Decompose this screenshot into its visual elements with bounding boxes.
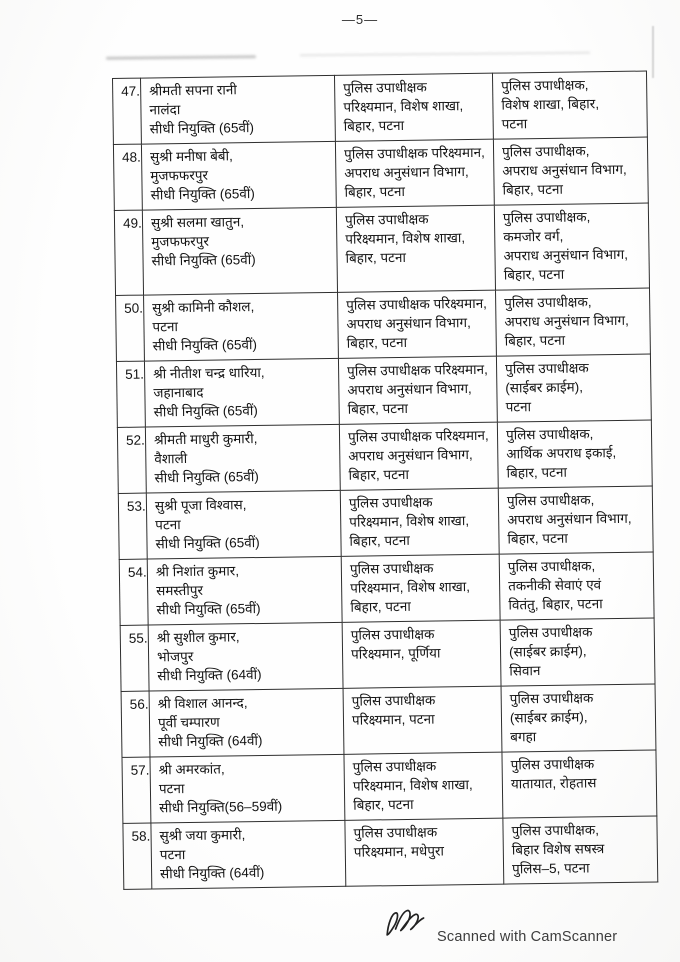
table-row <box>117 420 652 493</box>
serial-cell: 50. <box>116 295 145 361</box>
officer-cell: श्री नीतीश चन्द्र धारिया, जहानाबाद सीधी नियुक्ति (65वीं) <box>144 358 339 427</box>
current-post-cell: पुलिस उपाधीक्षक परिक्ष्यमान, विशेष शाखा, बिहार, पटना <box>340 488 499 556</box>
officer-cell: श्रीमती सपना रानी नालंदा सीधी नियुक्ति (65वीं) <box>141 75 336 144</box>
new-post-cell: पुलिस उपाधीक्षक, विशेष शाखा, बिहार, पटना <box>492 71 647 139</box>
current-post-cell: पुलिस उपाधीक्षक परिक्ष्यमान, पूर्णिया <box>342 620 501 688</box>
table-row <box>120 618 655 691</box>
postings-table <box>112 71 658 890</box>
officer-cell: श्रीमती माधुरी कुमारी, वैशाली सीधी नियुक्ति (65वीं) <box>145 424 340 493</box>
table-row <box>116 354 651 427</box>
current-post-cell: पुलिस उपाधीक्षक परिक्ष्यमान, अपराध अनुसंधान विभाग, बिहार, पटना <box>338 290 497 358</box>
postings-table-body <box>113 71 658 889</box>
new-post-cell: पुलिस उपाधीक्षक, आर्थिक अपराध इकाई, बिहार, पटना <box>497 420 652 488</box>
scan-smudge-artifact <box>300 52 590 57</box>
officer-cell: श्री अमरकांत, पटना सीधी नियुक्ति(56–59वीं) <box>150 754 345 823</box>
table-row <box>113 71 648 144</box>
serial-cell: 58. <box>123 823 152 889</box>
new-post-cell: पुलिस उपाधीक्षक, कमजोर वर्ग, अपराध अनुसंधान विभाग, बिहार, पटना <box>494 203 649 290</box>
officer-cell: सुश्री मनीषा बेबी, मुजफफरपुर सीधी नियुक्ति (65वीं) <box>141 141 336 210</box>
serial-cell: 54. <box>119 559 148 625</box>
officer-cell: श्री निशांत कुमार, समस्तीपुर सीधी नियुक्ति (65वीं) <box>147 556 342 625</box>
scan-edge-artifact <box>652 26 654 78</box>
current-post-cell: पुलिस उपाधीक्षक परिक्ष्यमान, पटना <box>343 686 502 754</box>
signature-scribble-icon <box>380 904 429 943</box>
officer-cell: श्री सुशील कुमार, भोजपुर सीधी नियुक्ति (64वीं) <box>148 622 343 691</box>
serial-cell: 49. <box>114 210 143 295</box>
officer-cell: सुश्री कामिनी कौशल, पटना सीधी नियुक्ति (65वीं) <box>144 292 339 361</box>
table-row <box>119 552 654 625</box>
postings-table-wrap <box>112 71 657 890</box>
table-row <box>113 137 648 210</box>
table-row <box>123 816 658 889</box>
new-post-cell: पुलिस उपाधीक्षक, तकनीकी सेवाएं एवं वितंतु, बिहार, पटना <box>499 552 654 620</box>
current-post-cell: पुलिस उपाधीक्षक परिक्ष्यमान, अपराध अनुसंधान विभाग, बिहार, पटना <box>339 422 498 490</box>
serial-cell: 47. <box>113 78 142 144</box>
new-post-cell: पुलिस उपाधीक्षक (साईबर क्राईम), पटना <box>496 354 651 422</box>
camscanner-watermark: Scanned with CamScanner <box>437 929 618 945</box>
serial-cell: 55. <box>120 625 149 691</box>
current-post-cell: पुलिस उपाधीक्षक परिक्ष्यमान, विशेष शाखा, बिहार, पटना <box>341 554 500 622</box>
current-post-cell: पुलिस उपाधीक्षक परिक्ष्यमान, अपराध अनुसंधान विभाग, बिहार, पटना <box>338 356 497 424</box>
table-row <box>121 684 656 757</box>
table-row <box>114 203 649 295</box>
new-post-cell: पुलिस उपाधीक्षक, अपराध अनुसंधान विभाग, बिहार, पटना <box>498 486 653 554</box>
new-post-cell: पुलिस उपाधीक्षक, अपराध अनुसंधान विभाग, बिहार, पटना <box>493 137 648 205</box>
serial-cell: 56. <box>121 691 150 757</box>
current-post-cell: पुलिस उपाधीक्षक परिक्ष्यमान, विशेष शाखा, बिहार, पटना <box>334 73 493 141</box>
new-post-cell: पुलिस उपाधीक्षक यातायात, रोहतास <box>502 750 657 818</box>
new-post-cell: पुलिस उपाधीक्षक, अपराध अनुसंधान विभाग, बिहार, पटना <box>495 288 650 356</box>
serial-cell: 57. <box>122 757 151 823</box>
serial-cell: 52. <box>117 427 146 493</box>
serial-cell: 51. <box>116 361 145 427</box>
new-post-cell: पुलिस उपाधीक्षक (साईबर क्राईम), सिवान <box>500 618 655 686</box>
page-number: —5— <box>341 12 379 27</box>
officer-cell: सुश्री सलमा खातुन, मुजफफरपुर सीधी नियुक्ति (65वीं) <box>142 207 337 295</box>
table-row <box>116 288 651 361</box>
table-row <box>122 750 657 823</box>
officer-cell: सुश्री जया कुमारी, पटना सीधी नियुक्ति (64वीं) <box>151 820 346 889</box>
scan-smudge-artifact <box>106 55 256 60</box>
serial-cell: 48. <box>113 144 142 210</box>
current-post-cell: पुलिस उपाधीक्षक परिक्ष्यमान, अपराध अनुसंधान विभाग, बिहार, पटना <box>335 139 494 207</box>
new-post-cell: पुलिस उपाधीक्षक, बिहार विशेष सषस्त्र पुलिस–5, पटना <box>503 816 658 884</box>
officer-cell: श्री विशाल आनन्द, पूर्वी चम्पारण सीधी नियुक्ति (64वीं) <box>149 688 344 757</box>
current-post-cell: पुलिस उपाधीक्षक परिक्ष्यमान, विशेष शाखा, बिहार, पटना <box>344 752 503 820</box>
current-post-cell: पुलिस उपाधीक्षक परिक्ष्यमान, विशेष शाखा, बिहार, पटना <box>336 205 495 292</box>
table-row <box>118 486 653 559</box>
new-post-cell: पुलिस उपाधीक्षक (साईबर क्राईम), बगहा <box>501 684 656 752</box>
serial-cell: 53. <box>118 493 147 559</box>
current-post-cell: पुलिस उपाधीक्षक परिक्ष्यमान, मधेपुरा <box>345 818 504 886</box>
officer-cell: सुश्री पूजा विश्वास, पटना सीधी नियुक्ति (65वीं) <box>146 490 341 559</box>
